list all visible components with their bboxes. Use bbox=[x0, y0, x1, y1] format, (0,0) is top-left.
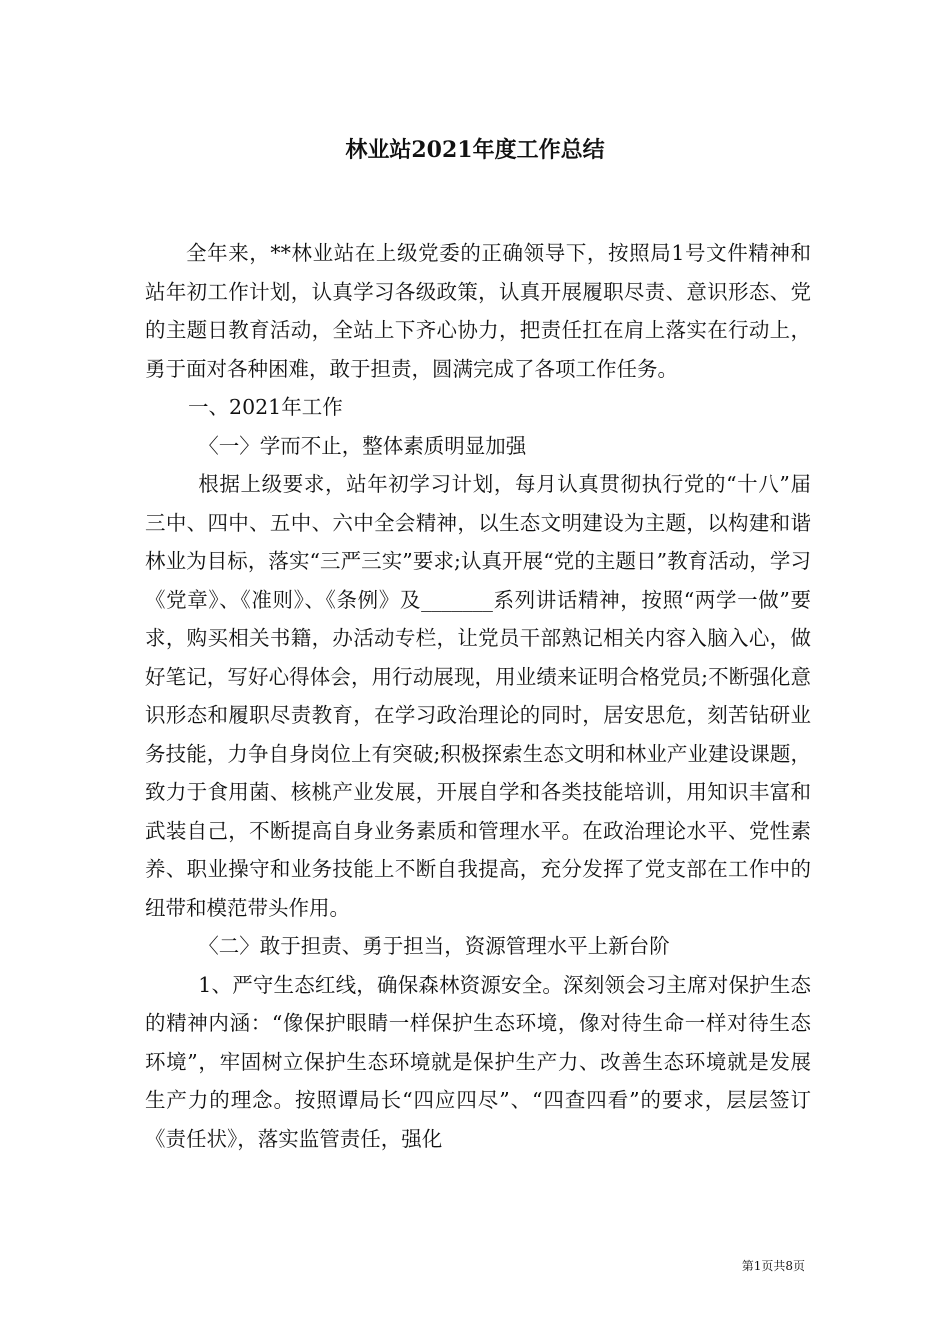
subsection-heading-1: 〈一〉学而不止，整体素质明显加强 bbox=[198, 433, 527, 458]
document-body bbox=[145, 234, 811, 1158]
paragraph-ecology: 1、严守生态红线，确保森林资源安全。深刻领会习主席对保护生态的精神内涵：“像保护眼睛一样保护生态环境，像对待生命一样对待生态环境”，牢固树立保护生态环境就是保护生产力、改善生态环境就是发展生产力的理念。按照谭局长“四应四尽”、“四查四看”的要求，层层签订《责任状》，落实监管责任，强化 bbox=[145, 972, 811, 1151]
paragraph-study: 根据上级要求，站年初学习计划，每月认真贯彻执行党的“十八”届三中、四中、五中、六中全会精神，以生态文明建设为主题，以构建和谐林业为目标，落实“三严三实”要求;认真开展“党的主题日”教育活动，学习《党章》、《准则》、《条例》及_______系列讲话精神，按照“两学一做”要求，购买相关书籍，办活动专栏，让党员干部熟记相关内容入脑入心，做好笔记，写好心得体会，用行动展现，用业绩来证明合格党员;不断强化意识形态和履职尽责教育，在学习政治理论的同时，居安思危，刻苦钻研业务技能，力争自身岗位上有突破;积极探索生态文明和林业产业建设课题，致力于食用菌、核桃产业发展，开展自学和各类技能培训，用知识丰富和武装自己，不断提高自身业务素质和管理水平。在政治理论水平、党性素养、职业操守和业务技能上不断自我提高，充分发挥了党支部在工作中的纽带和模范带头作用。 bbox=[145, 472, 811, 920]
subsection-heading-2: 〈二〉敢于担责、勇于担当，资源管理水平上新台阶 bbox=[198, 934, 670, 958]
document-title: 林业站2021年度工作总结 bbox=[345, 137, 605, 163]
paragraph-intro: 全年来，**林业站在上级党委的正确领导下，按照局1号文件精神和站年初工作计划，认真学习各级政策，认真开展履职尽责、意识形态、党的主题日教育活动，全站上下齐心协力，把责任扛在肩上落实在行动上，勇于面对各种困难，敢于担责，圆满完成了各项工作任务。 bbox=[145, 241, 811, 381]
section-heading: 一、2021年工作 bbox=[188, 395, 343, 419]
page-number-footer: 第1页共8页 bbox=[741, 1259, 805, 1273]
